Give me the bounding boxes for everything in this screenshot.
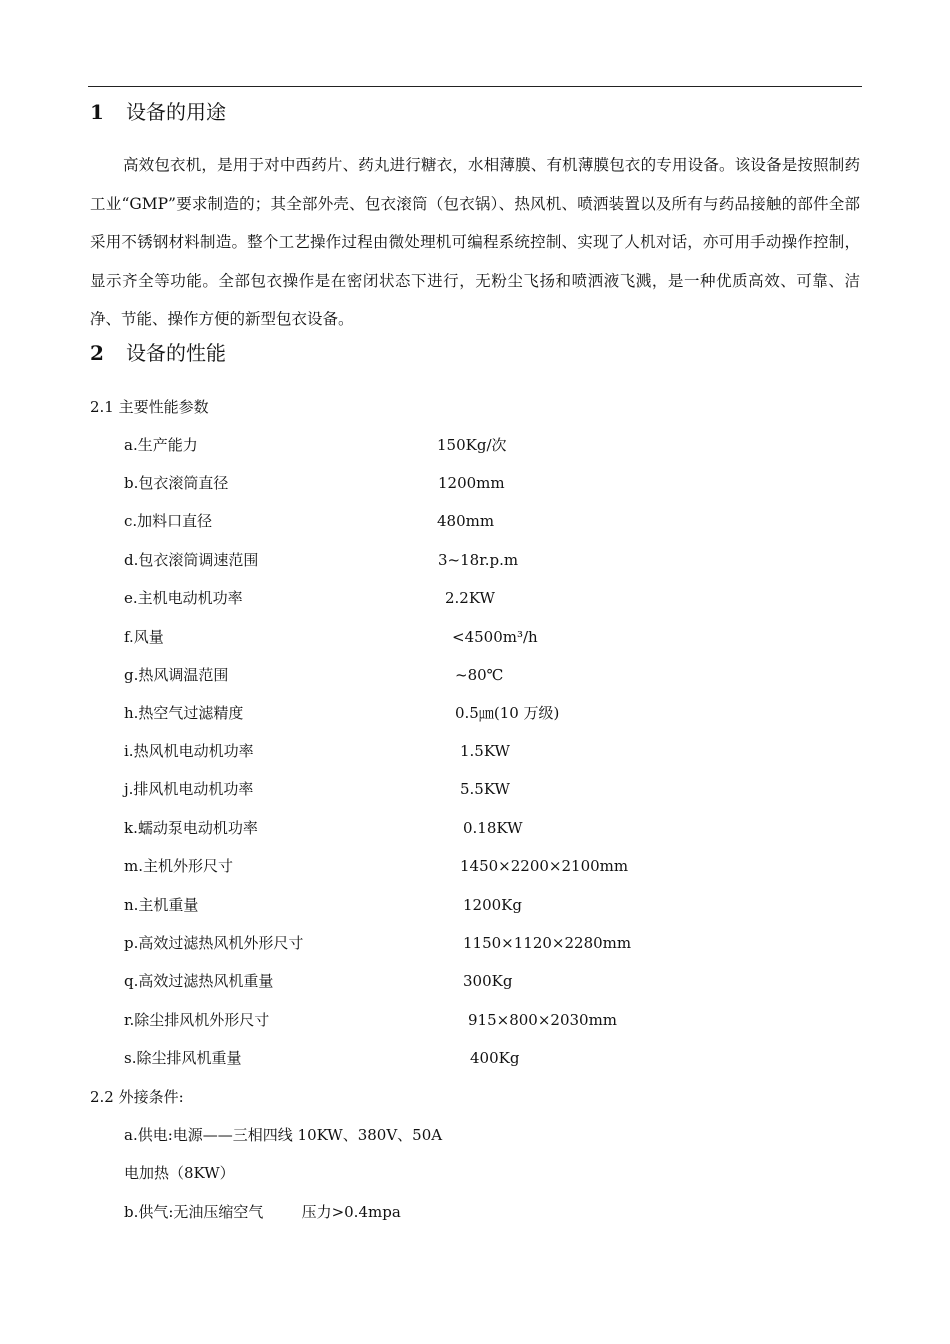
section-2-title: 设备的性能 [126,341,226,365]
param-row [0,894,950,916]
param-value: 480mm [437,512,495,530]
param-name: a.生产能力 [124,436,198,454]
param-value: 300Kg [463,972,513,990]
param-row [0,472,950,494]
param-value: <4500m³/h [452,628,538,646]
param-row [0,970,950,992]
section-1-title: 设备的用途 [126,100,226,124]
param-value: 2.2KW [445,589,495,607]
param-value: 0.18KW [463,819,523,837]
param-name: m.主机外形尺寸 [124,857,233,875]
param-value: 150Kg/次 [437,436,507,454]
param-row [0,434,950,456]
condition-air-supply: b.供气:无油压缩空气 压力>0.4mpa [124,1203,401,1221]
section-2-number: 2 [90,341,104,365]
param-value: 400Kg [470,1049,520,1067]
param-name: d.包衣滚筒调速范围 [124,551,259,569]
param-name: e.主机电动机功率 [124,589,243,607]
param-row [0,626,950,648]
param-row [0,932,950,954]
param-value: 0.5㎛(10 万级) [455,704,560,722]
section-1-paragraph: 高效包衣机，是用于对中西药片、药丸进行糖衣，水相薄膜、有机薄膜包衣的专用设备。该设备是按照制药工业“GMP”要求制造的；其全部外壳、包衣滚筒（包衣锅）、热风机、喷洒装置以及所有与药品接触的部件全部采用不锈钢材料制造。整个工艺操作过程由微处理机可编程系统控制、实现了人机对话，亦可用手动操作控制，显示齐全等功能。全部包衣操作是在密闭状态下进行，无粉尘飞扬和喷洒液飞溅，是一种优质高效、可靠、洁净、节能、操作方便的新型包衣设备。 [90,156,860,328]
section-1-heading [90,99,226,125]
section-2-heading [90,340,226,366]
param-row [0,664,950,686]
param-value: 3~18r.p.m [438,551,519,569]
subsection-2-2-title: 2.2 外接条件: [90,1088,184,1106]
param-row [0,1009,950,1031]
param-row [0,778,950,800]
param-name: j.排风机电动机功率 [124,780,254,798]
param-name: k.蠕动泵电动机功率 [124,819,258,837]
param-row [0,740,950,762]
param-row [0,549,950,571]
param-row [0,1047,950,1069]
param-name: b.包衣滚筒直径 [124,474,229,492]
param-name: i.热风机电动机功率 [124,742,254,760]
subsection-2-1-title: 2.1 主要性能参数 [90,398,209,416]
param-value: 915×800×2030mm [468,1011,618,1029]
param-value: 1200Kg [463,896,522,914]
param-name: q.高效过滤热风机重量 [124,972,274,990]
param-name: s.除尘排风机重量 [124,1049,242,1067]
param-value: 1.5KW [460,742,510,760]
param-row [0,855,950,877]
param-name: g.热风调温范围 [124,666,229,684]
param-value: 1200mm [438,474,505,492]
header-rule [88,86,862,87]
param-value: ~80℃ [455,666,504,684]
param-name: h.热空气过滤精度 [124,704,244,722]
param-row [0,817,950,839]
section-1-number: 1 [90,100,104,124]
param-row [0,587,950,609]
param-row [0,510,950,532]
condition-electric-heating: 电加热（8KW） [124,1164,235,1182]
param-value: 5.5KW [460,780,510,798]
condition-power: a.供电:电源——三相四线 10KW、380V、50A [124,1126,443,1144]
param-name: c.加料口直径 [124,512,213,530]
param-value: 1150×1120×2280mm [463,934,632,952]
param-row [0,702,950,724]
param-name: p.高效过滤热风机外形尺寸 [124,934,304,952]
param-name: f.风量 [124,628,164,646]
param-name: n.主机重量 [124,896,199,914]
param-name: r.除尘排风机外形尺寸 [124,1011,270,1029]
param-value: 1450×2200×2100mm [460,857,629,875]
